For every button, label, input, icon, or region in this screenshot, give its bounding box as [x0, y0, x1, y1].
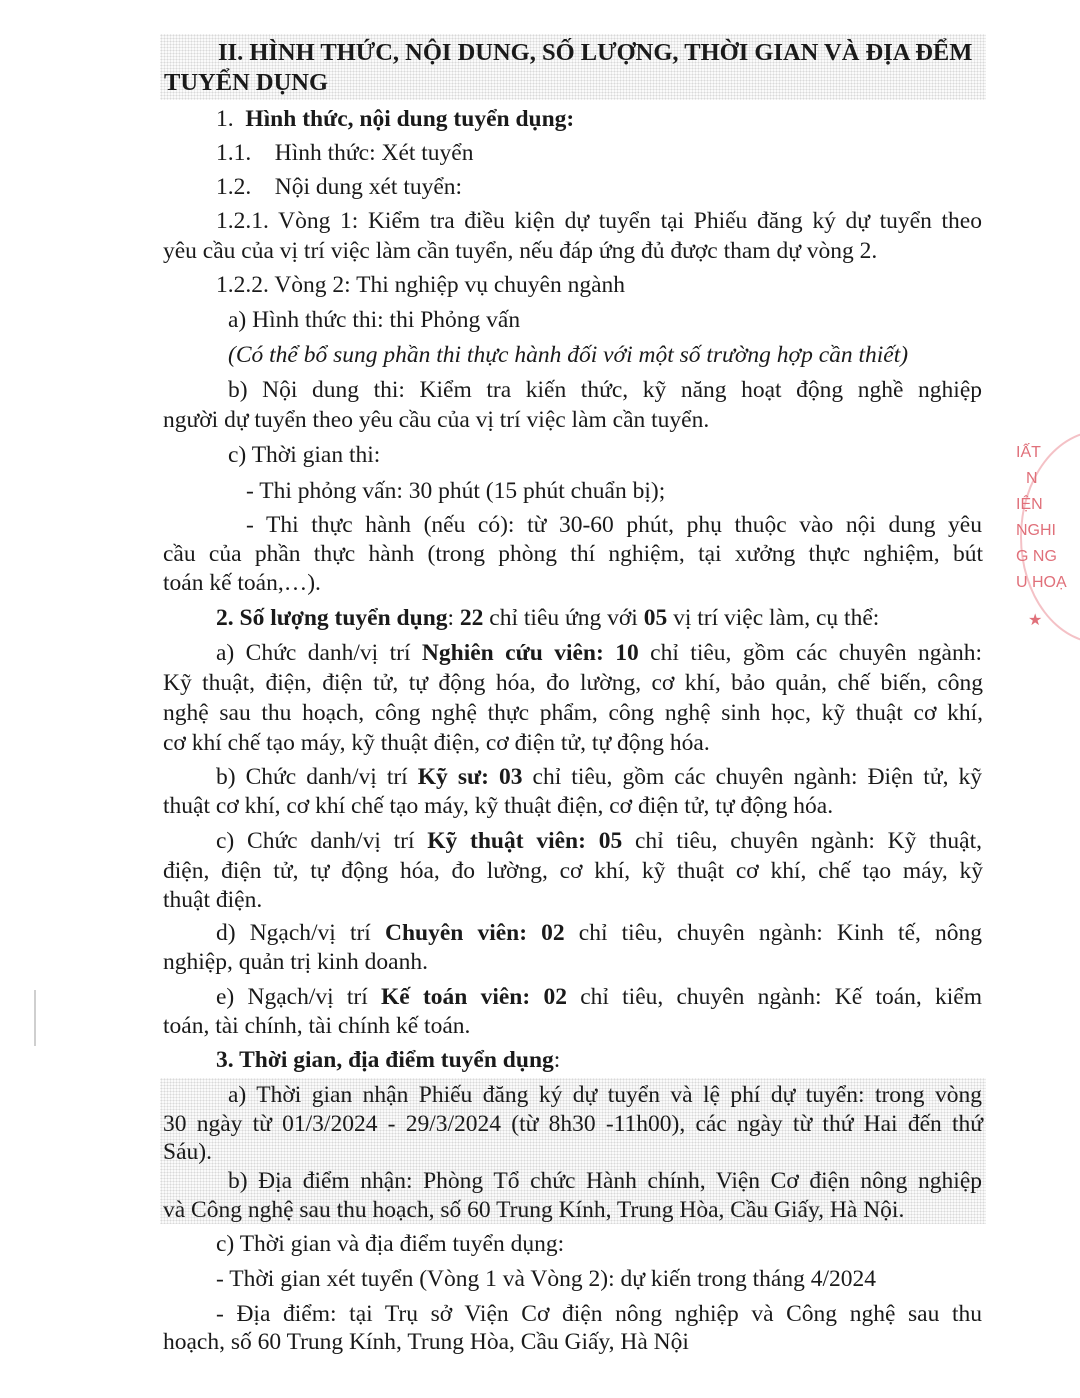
position-e-title: Kế toán viên: 02	[381, 984, 567, 1010]
scan-margin-mark	[34, 990, 36, 1046]
exam-time: c) Thời gian thi:	[228, 442, 381, 468]
stamp-text-line: N	[1026, 470, 1038, 487]
practice-line3: toán kế toán,…).	[163, 570, 321, 596]
item-1-1	[216, 138, 1036, 168]
stamp-text-line: G NG	[1016, 548, 1057, 565]
position-c-post: chỉ tiêu, chuyên ngành: Kỹ thuật,	[622, 828, 982, 854]
receipt-place-line1: b) Địa điểm nhận: Phòng Tổ chức Hành chính, Viện Cơ điện nông nghiệp	[228, 1168, 982, 1194]
position-e-line1	[216, 982, 982, 1012]
position-d-post: chỉ tiêu, chuyên ngành: Kinh tế, nông	[564, 920, 983, 946]
practice-line1: - Thi thực hành (nếu có): từ 30-60 phút, phụ thuộc vào nội dung yêu	[246, 512, 982, 538]
part2-title-text: 2. Số lượng tuyển dụng	[216, 605, 448, 631]
section-heading-line2: TUYỂN DỤNG	[164, 69, 329, 96]
position-count: 05	[643, 605, 668, 631]
position-a-line4: cơ khí chế tạo máy, kỹ thuật điện, cơ điện tử, tự động hóa.	[163, 730, 710, 756]
part2-mid: chỉ tiêu ứng với	[483, 605, 644, 631]
position-d-line2: nghiệp, quản trị kinh doanh.	[163, 949, 428, 975]
receipt-time-line1: a) Thời gian nhận Phiếu đăng ký dự tuyển và lệ phí dự tuyển: trong vòng	[228, 1082, 982, 1108]
receipt-place-line2: và Công nghệ sau thu hoạch, số 60 Trung Kính, Trung Hòa, Cầu Giấy, Hà Nội.	[163, 1197, 905, 1223]
receipt-time-line3: Sáu).	[163, 1139, 212, 1165]
position-c-line1	[216, 826, 982, 856]
position-e-post: chỉ tiêu, chuyên ngành: Kế toán, kiểm	[566, 984, 983, 1010]
exam-note: (Có thể bổ sung phần thi thực hành đối với một số trường hợp cần thiết)	[228, 342, 909, 368]
position-a-pre: a) Chức danh/vị trí	[216, 640, 422, 666]
stamp-text-line: NGHI	[1016, 522, 1056, 539]
stamp-text-line: IẤT	[1016, 444, 1041, 461]
section-heading-line1: II. HÌNH THỨC, NỘI DUNG, SỐ LƯỢNG, THỜI GIAN VÀ ĐỊA ĐỂM	[218, 39, 973, 66]
position-a-line3: nghệ sau thu hoạch, công nghệ thực phẩm, công nghệ sinh học, kỹ thuật cơ khí,	[163, 700, 983, 726]
practice-line2: cầu của phần thực hành (trong phòng thí nghiệm, tại xưởng thực nghiệm, bút	[163, 541, 983, 567]
part1-title	[216, 104, 1036, 134]
position-c-line3: thuật điện.	[163, 887, 263, 913]
position-b-title: Kỹ sư: 03	[417, 764, 523, 790]
part3-title	[216, 1045, 1036, 1075]
item-1-1-number: 1.1.	[216, 140, 252, 166]
recruit-place-line2: hoạch, số 60 Trung Kính, Trung Hòa, Cầu Giấy, Hà Nội	[163, 1329, 689, 1355]
part2-end: vị trí việc làm, cụ thể:	[667, 605, 880, 631]
interview-time: - Thi phỏng vấn: 30 phút (15 phút chuẩn bị);	[246, 478, 666, 504]
round2: 1.2.2. Vòng 2: Thi nghiệp vụ chuyên ngành	[216, 272, 626, 298]
position-b-line2: thuật cơ khí, cơ khí chế tạo máy, kỹ thuật điện, cơ điện tử, tự động hóa.	[163, 793, 834, 819]
item-1-2-text: Nội dung xét tuyển:	[274, 174, 463, 200]
position-a-line1	[216, 638, 982, 668]
position-d-line1	[216, 918, 982, 948]
position-d-pre: d) Ngạch/vị trí	[216, 920, 385, 946]
exam-form: a) Hình thức thi: thi Phỏng vấn	[228, 307, 521, 333]
position-a-line2: Kỹ thuật, điện, điện tử, tự động hóa, đo lường, cơ khí, bảo quản, chế biến, công	[163, 670, 983, 696]
stamp-star-icon: ★	[1028, 612, 1043, 629]
exam-content-line2: người dự tuyển theo yêu cầu của vị trí việc làm cần tuyển.	[163, 407, 710, 433]
recruit-time-place-title: c) Thời gian và địa điểm tuyển dụng:	[216, 1231, 565, 1257]
position-b-post: chỉ tiêu, gồm các chuyên ngành: Điện tử, kỹ	[522, 764, 982, 790]
position-c-pre: c) Chức danh/vị trí	[216, 828, 428, 854]
position-c-title: Kỹ thuật viên: 05	[427, 828, 623, 854]
position-e-pre: e) Ngạch/vị trí	[216, 984, 382, 1010]
position-e-line2: toán, tài chính, tài chính kế toán.	[163, 1013, 471, 1039]
position-a-post: chỉ tiêu, gồm các chuyên ngành:	[638, 640, 982, 666]
part1-number: 1.	[216, 106, 234, 132]
part3-title-text: 3. Thời gian, địa điểm tuyển dụng	[216, 1047, 554, 1073]
position-d-title: Chuyên viên: 02	[384, 920, 565, 946]
position-b-pre: b) Chức danh/vị trí	[216, 764, 418, 790]
official-stamp	[1016, 440, 1080, 640]
part2-title	[216, 603, 1036, 633]
round1-line1: 1.2.1. Vòng 1: Kiểm tra điều kiện dự tuyển tại Phiếu đăng ký dự tuyển theo	[216, 208, 982, 234]
total-quota: 22	[459, 605, 484, 631]
item-1-2-number: 1.2.	[216, 174, 252, 200]
round1-line2: yêu cầu của vị trí việc làm cần tuyển, nếu đáp ứng đủ được tham dự vòng 2.	[163, 238, 878, 264]
receipt-time-line2: 30 ngày từ 01/3/2024 - 29/3/2024 (từ 8h30 -11h00), các ngày từ thứ Hai đến thứ	[163, 1111, 983, 1137]
stamp-text-line: U HOẠ	[1016, 574, 1067, 591]
exam-content-line1: b) Nội dung thi: Kiểm tra kiến thức, kỹ năng hoạt động nghề nghiệp	[228, 377, 982, 403]
recruit-place-line1: - Địa điểm: tại Trụ sở Viện Cơ điện nông nghiệp và Công nghệ sau thu	[216, 1301, 982, 1327]
position-a-title: Nghiên cứu viên: 10	[421, 640, 639, 666]
position-b-line1	[216, 762, 982, 792]
item-1-2	[216, 172, 1036, 202]
position-c-line2: điện, điện tử, tự động hóa, đo lường, cơ khí, kỹ thuật cơ khí, chế tạo máy, kỹ	[163, 858, 983, 884]
item-1-1-text: Hình thức: Xét tuyển	[274, 140, 474, 166]
stamp-text-line: IỆN	[1016, 496, 1043, 513]
part2-colon: :	[447, 605, 460, 631]
part1-title-text: Hình thức, nội dung tuyển dụng:	[245, 106, 575, 132]
recruit-time: - Thời gian xét tuyển (Vòng 1 và Vòng 2): dự kiến trong tháng 4/2024	[216, 1266, 877, 1292]
part3-colon: :	[553, 1047, 561, 1073]
